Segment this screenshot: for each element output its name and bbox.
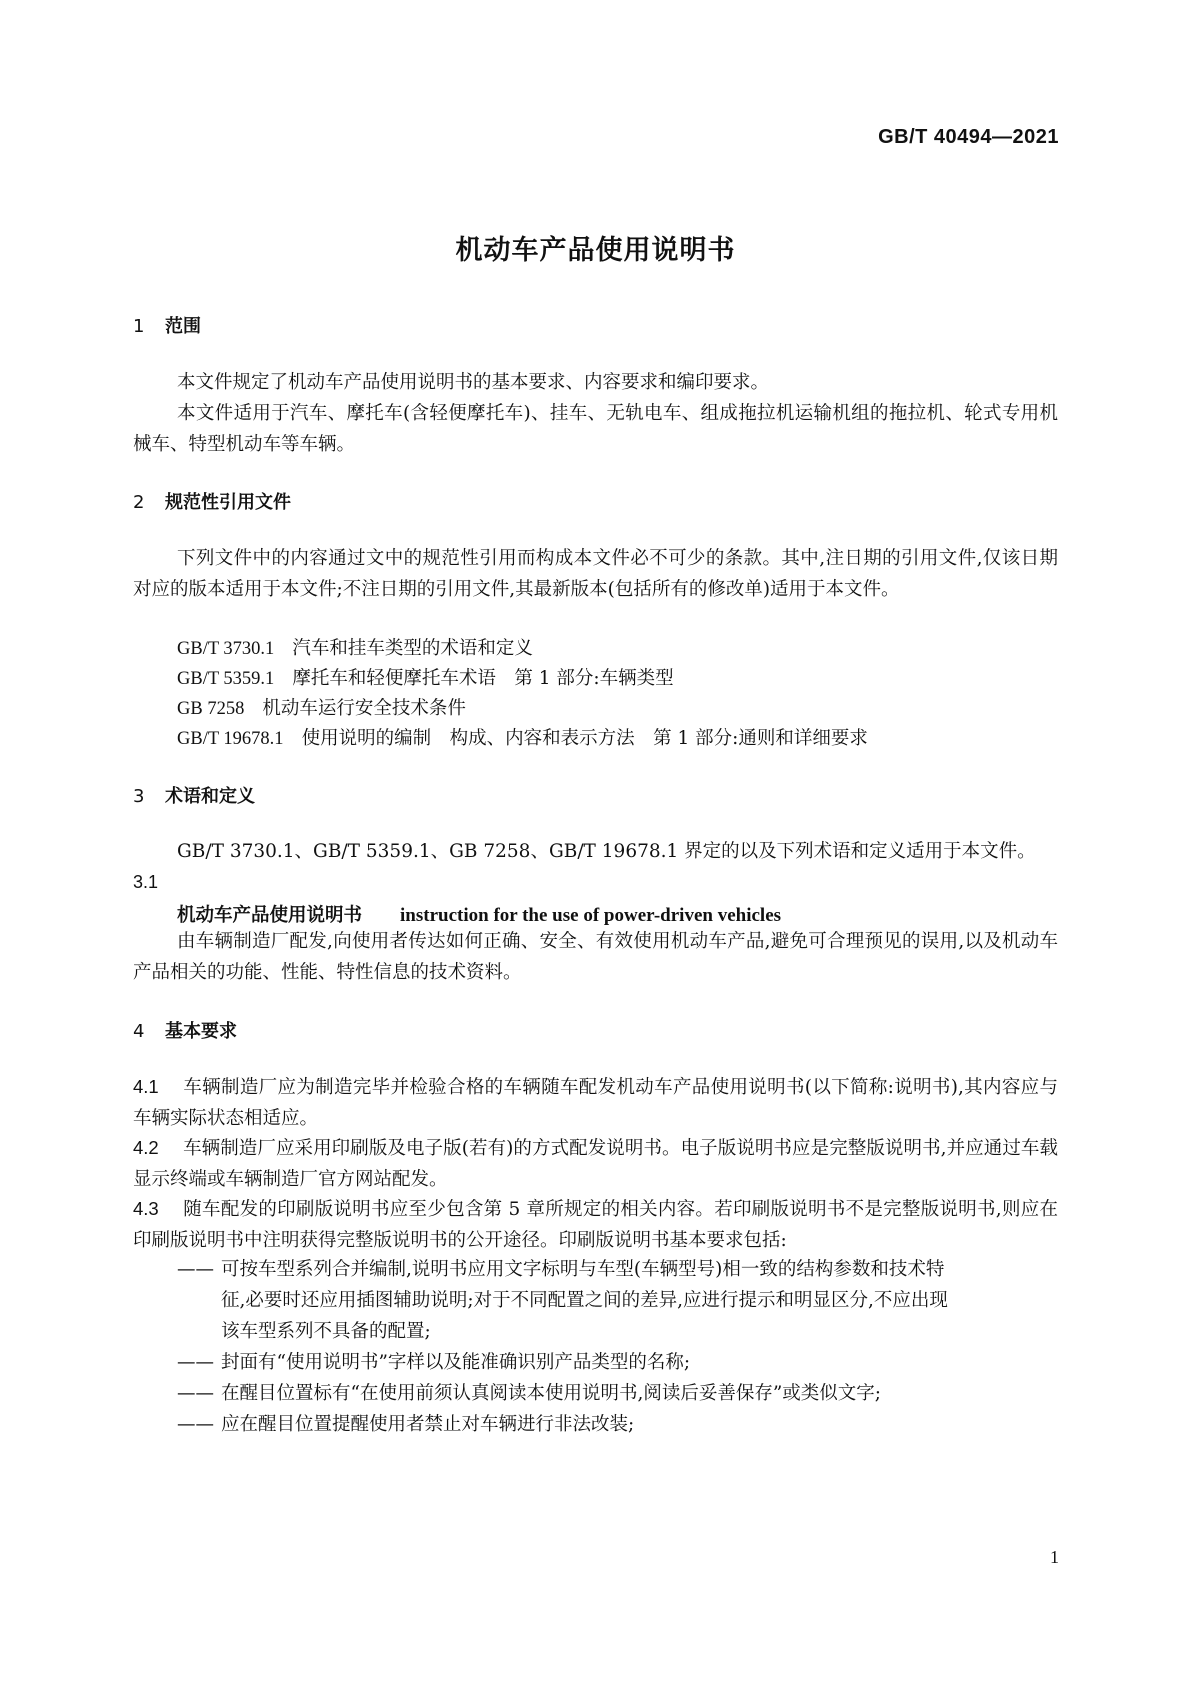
- section-number: 2: [133, 492, 145, 513]
- dash-marker: ——: [177, 1383, 214, 1404]
- section-heading-3: [133, 782, 255, 808]
- list-item: [177, 1347, 1057, 1378]
- list-item-text: 该车型系列不具备的配置;: [221, 1321, 431, 1342]
- list-item-text: 应在醒目位置提醒使用者禁止对车辆进行非法改装;: [221, 1414, 635, 1435]
- section-title: 基本要求: [165, 1021, 237, 1042]
- reference-title: 摩托车和轻便摩托车术语 第 1 部分:车辆类型: [292, 668, 674, 689]
- clause-number: 4.3: [133, 1198, 159, 1219]
- section-number: 1: [133, 316, 145, 337]
- reference-title: 使用说明的编制 构成、内容和表示方法 第 1 部分:通则和详细要求: [301, 728, 868, 749]
- dash-marker: ——: [177, 1259, 214, 1280]
- list-item-text: 征,必要时还应用插图辅助说明;对于不同配置之间的差异,应进行提示和明显区分,不应出现: [221, 1290, 948, 1311]
- section-heading-4: [133, 1017, 237, 1043]
- reference-code: GB/T 3730.1: [177, 639, 275, 659]
- reference-item: [177, 633, 533, 665]
- clause-number: 4.2: [133, 1137, 159, 1158]
- section-title: 范围: [165, 316, 201, 337]
- clause-4-3: [133, 1193, 1058, 1256]
- standard-code: GB/T 40494—2021: [878, 126, 1059, 148]
- list-item-text: 在醒目位置标有“在使用前须认真阅读本使用说明书,阅读后妥善保存”或类似文字;: [221, 1383, 882, 1404]
- section-title: 术语和定义: [165, 786, 255, 807]
- clause-text: 随车配发的印刷版说明书应至少包含第 5 章所规定的相关内容。若印刷版说明书不是完整版说明书,则应在印刷版说明书中注明获得完整版说明书的公开途径。印刷版说明书基本要求包括:: [133, 1199, 1058, 1251]
- clause-text: 车辆制造厂应为制造完毕并检验合格的车辆随车配发机动车产品使用说明书(以下简称:说明书),其内容应与车辆实际状态相适应。: [133, 1077, 1058, 1129]
- reference-item: [177, 693, 466, 725]
- page-number: 1: [1050, 1547, 1059, 1567]
- reference-title: 汽车和挂车类型的术语和定义: [292, 638, 533, 659]
- list-item: [177, 1409, 1057, 1440]
- section-title: 规范性引用文件: [165, 492, 291, 513]
- term-definition: 由车辆制造厂配发,向使用者传达如何正确、安全、有效使用机动车产品,避免可合理预见的误用,以及机动车产品相关的功能、性能、特性信息的技术资料。: [133, 931, 1058, 983]
- paragraph: 本文件适用于汽车、摩托车(含轻便摩托车)、挂车、无轨电车、组成拖拉机运输机组的拖拉机、轮式专用机械车、特型机动车等车辆。: [133, 403, 1058, 455]
- reference-item: [177, 723, 868, 755]
- list-item: [177, 1254, 1057, 1347]
- clause-4-2: [133, 1132, 1058, 1195]
- clause-number: 4.1: [133, 1076, 159, 1097]
- term-chinese: 机动车产品使用说明书: [177, 905, 363, 926]
- reference-code: GB 7258: [177, 699, 245, 719]
- dash-marker: ——: [177, 1352, 214, 1373]
- reference-code: GB/T 5359.1: [177, 669, 275, 689]
- section-number: 4: [133, 1021, 145, 1042]
- dash-marker: ——: [177, 1414, 214, 1435]
- section-number: 3: [133, 786, 145, 807]
- document-title: 机动车产品使用说明书: [455, 235, 736, 266]
- reference-item: [177, 663, 674, 695]
- term-number: 3.1: [133, 872, 159, 892]
- reference-code: GB/T 19678.1: [177, 729, 284, 749]
- paragraph: GB/T 3730.1、GB/T 5359.1、GB 7258、GB/T 19678.1 界定的以及下列术语和定义适用于本文件。: [177, 841, 1036, 862]
- reference-title: 机动车运行安全技术条件: [262, 698, 466, 719]
- section-heading-1: [133, 312, 201, 338]
- section-heading-2: [133, 488, 291, 514]
- term-entry: [177, 901, 781, 927]
- list-item-text: 封面有“使用说明书”字样以及能准确识别产品类型的名称;: [221, 1352, 691, 1373]
- paragraph: 下列文件中的内容通过文中的规范性引用而构成本文件必不可少的条款。其中,注日期的引用文件,仅该日期对应的版本适用于本文件;不注日期的引用文件,其最新版本(包括所有的修改单)适用于本文件。: [133, 548, 1058, 600]
- list-item: [177, 1378, 1057, 1409]
- term-english: instruction for the use of power-driven vehicles: [400, 905, 782, 926]
- paragraph: 本文件规定了机动车产品使用说明书的基本要求、内容要求和编印要求。: [177, 372, 770, 393]
- list-item-text: 可按车型系列合并编制,说明书应用文字标明与车型(车辆型号)相一致的结构参数和技术特: [221, 1259, 945, 1280]
- clause-4-1: [133, 1071, 1058, 1134]
- clause-text: 车辆制造厂应采用印刷版及电子版(若有)的方式配发说明书。电子版说明书应是完整版说明书,并应通过车载显示终端或车辆制造厂官方网站配发。: [133, 1138, 1058, 1190]
